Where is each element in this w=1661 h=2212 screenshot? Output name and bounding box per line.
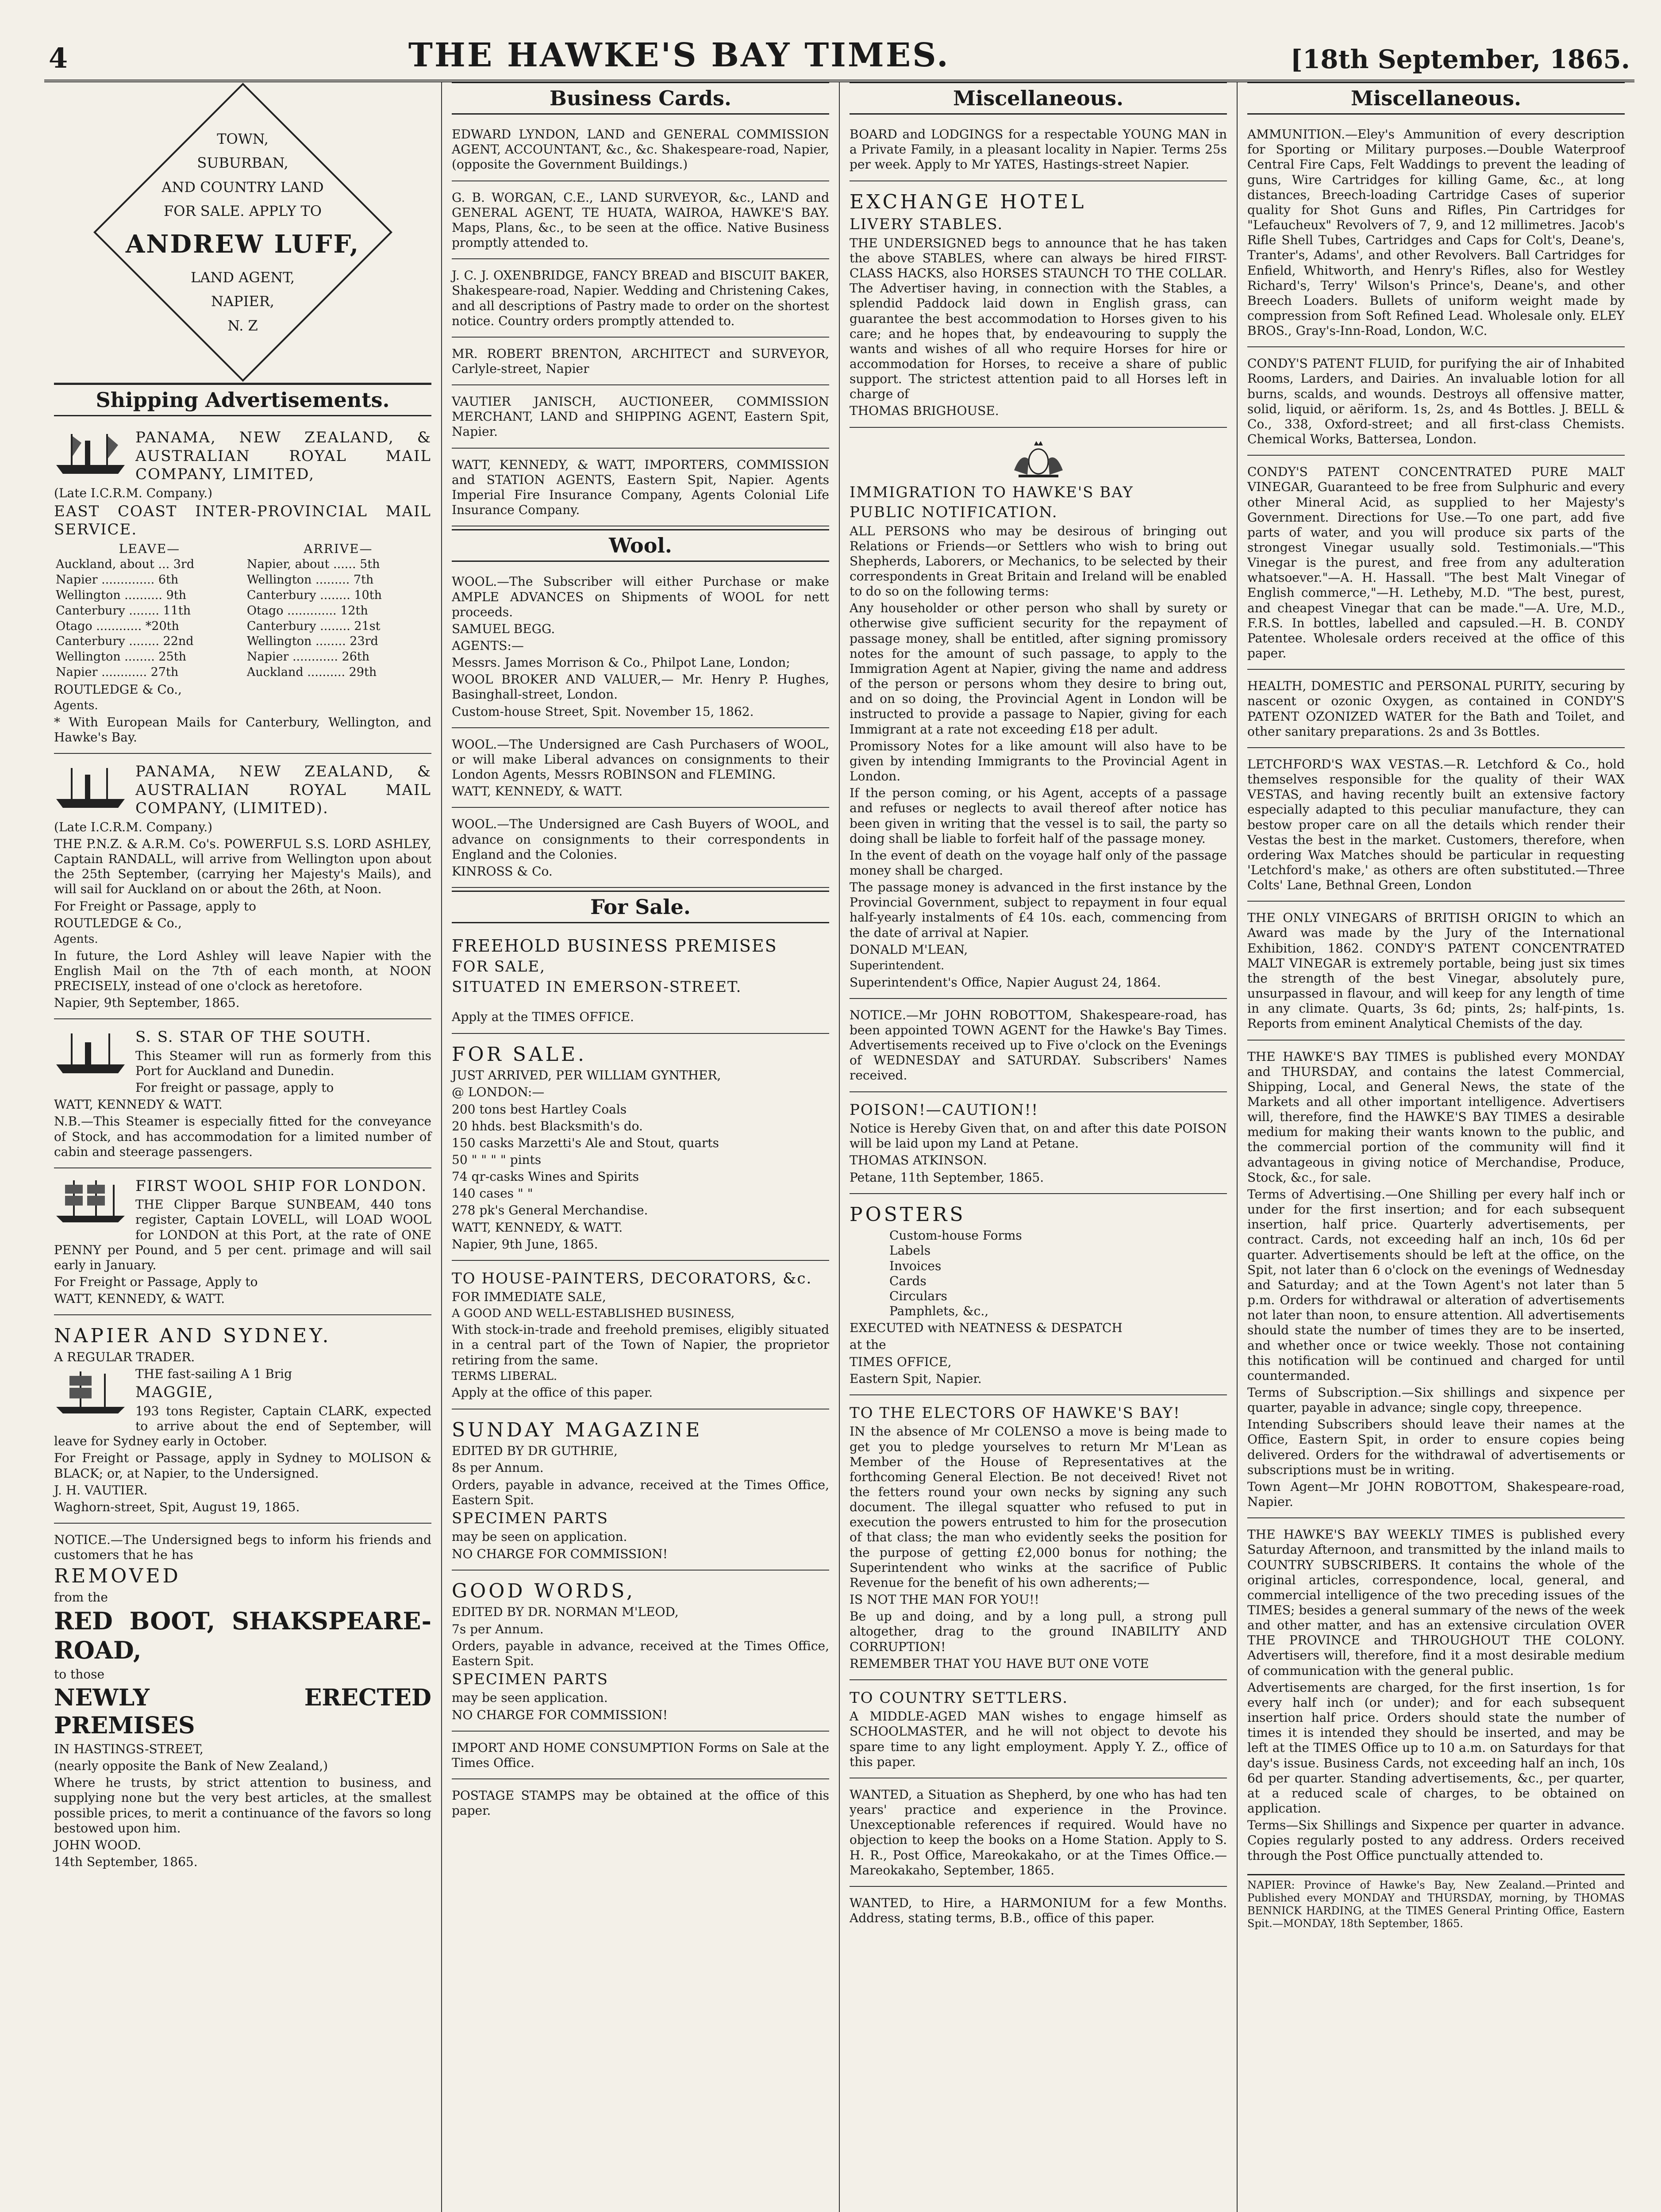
- immigration-p5: In the event of death on the voyage half only of the passage money shall be charged.: [850, 848, 1227, 878]
- town-agent-notice: NOTICE.—Mr JOHN ROBOTTOM, Shakespeare-road, has been appointed TOWN AGENT for the Hawke's Bay Times. Advertisements received up to Five o'clock on the Evenings of WEDNESDAY and SATURDAY. Subscribers' Names received.: [850, 1002, 1227, 1092]
- immigration-p1: ALL PERSONS who may be desirous of bringing out Relations or Friends—or Settlers who wish to bring out Shepherds, Laborers, or Mechanics, to be selected by their correspondents in Great Britain and Ireland will be enabled to do so on the following terms:: [850, 523, 1227, 599]
- arrive-header: ARRIVE—: [304, 541, 373, 556]
- poison-date: Petane, 11th September, 1865.: [850, 1170, 1044, 1185]
- exchange-sub: LIVERY STABLES.: [850, 215, 1004, 234]
- list-item: Circulars: [889, 1288, 947, 1303]
- posters-ad: [850, 1197, 1227, 1395]
- steamship-icon: [54, 430, 129, 478]
- list-item: Pamphlets, &c.,: [889, 1304, 989, 1319]
- goodwords-no-charge: NO CHARGE FOR COMMISSION!: [452, 1707, 668, 1722]
- sydney-freight: For Freight or Passage, apply in Sydney to MOLISON & BLACK; or, at Napier, to the Undersigned.: [54, 1451, 431, 1481]
- immigration-p6: The passage money is advanced in the first instance by the Provincial Government, subject to repayment in four equal half-yearly instalments of £4 10s. each, commencing from the date of arrival at Napier.: [850, 880, 1227, 940]
- sunday-edited: EDITED BY DR GUTHRIE,: [452, 1444, 618, 1459]
- panama-agent: ROUTLEDGE & Co.,: [54, 682, 182, 697]
- panama2-date: Napier, 9th September, 1865.: [54, 995, 240, 1010]
- health-purity-ad: HEALTH, DOMESTIC and PERSONAL PURITY, securing by nascent or ozonic Oxygen, as contained in CONDY'S PATENT OZONIZED WATER for the Bath and Toilet, and other sanitary preparations. 2s and 3s Bottles.: [1247, 672, 1625, 748]
- weekly-p1: THE HAWKE'S BAY WEEKLY TIMES is published every Saturday Afternoon, and transmitted by the inland mails to COUNTRY SUBSCRIBERS. It contains the whole of the original articles, correspondence, local, general, and commercial intelligence of the two preceding issues of the TIMES; besides a general summary of the news of the week and other matter, and has an extensive circulation OVER THE PROVINCE and THROUGHOUT THE COLONY. Advertisers will, therefore, find it a most desirable medium of communication with the general public.: [1247, 1527, 1625, 1678]
- sydney-title: NAPIER AND SYDNEY.: [54, 1325, 331, 1348]
- painters-terms: TERMS LIBERAL.: [452, 1369, 558, 1383]
- list-item: 74 qr-casks Wines and Spirits: [452, 1169, 639, 1184]
- wool1-agent-2: WOOL BROKER AND VALUER,— Mr. Henry P. Hughes, Basinghall-street, London.: [452, 672, 829, 702]
- panama2-freight: For Freight or Passage, apply to: [54, 899, 256, 914]
- steamship-icon: [54, 1029, 129, 1078]
- good-words-ad: [452, 1573, 829, 1732]
- nz-line: N. Z: [227, 317, 258, 334]
- letchford-vestas-ad: LETCHFORD'S WAX VESTAS.—R. Letchford & Co., hold themselves responsible for the quality of their WAX VESTAS, and having recently built an extensive factory especially adapted to this peculiar manufacture, they can bestow proper care on all the details which render their Vestas the best in the market. Customers, therefore, when ordering Wax Matches should be particular in requesting 'Letchford's make,' as others are often substituted.—Three Colts' Lane, Bethnal Green, London: [1247, 751, 1625, 902]
- column-2: [442, 82, 840, 2212]
- electors-title: TO THE ELECTORS OF HAWKE'S BAY!: [850, 1404, 1180, 1422]
- wool3-body: WOOL.—The Undersigned are Cash Buyers of WOOL, and advance on consignments to their correspondents in England and the Colonies.: [452, 817, 829, 862]
- goodwords-edited: EDITED BY DR. NORMAN M'LEOD,: [452, 1605, 679, 1620]
- goodwords-specimen-2: may be seen application.: [452, 1690, 608, 1705]
- forsale-london: @ LONDON:—: [452, 1085, 545, 1100]
- weekly-p2: Advertisements are charged, for the first insertion, 1s for every half inch (or under); and for each subsequent insertion half price. Orders should state the number of times it is intended they should be inserted, and may be left at the TIMES Office up to 10 a.m. on Saturdays for that day's issue. Business Cards, not exceeding half an inch, 10s 6d per quarter. Standing advertisements, &c., per quarter, at a reduced scale of charges, to be obtained on application.: [1247, 1680, 1625, 1816]
- town-line: TOWN,: [217, 131, 269, 148]
- times-p2: Terms of Advertising.—One Shilling per every half inch or under for the first insertion; and for each subsequent insertion, half price. Quarterly advertisements, per contract. Cards, not exceeding half an inch, 10s 6d per quarter. Advertisements should be left at the office, on the Spit, not later than 6 o'clock on the evenings of Wednesday and Saturday; and at the Town Agent's not later than 5 p.m. Orders for withdrawal or alteration of advertisements not later than noon, to ensure attention. All advertisements should state the number of times they are to be inserted, and whether once or twice weekly. Those not containing this notification will be continued and charged for until countermanded.: [1247, 1187, 1625, 1383]
- country-land-line: AND COUNTRY LAND: [161, 178, 324, 196]
- business-card: WATT, KENNEDY, & WATT, IMPORTERS, COMMISSION and STATION AGENTS, Eastern Spit, Napier. Agents Imperial Fire Insurance Company, Agents Colonial Life Insurance Company.: [452, 451, 829, 527]
- sailing-table: [54, 541, 431, 681]
- condy-fluid-ad: CONDY'S PATENT FLUID, for purifying the air of Inhabited Rooms, Larders, and Dairies. An invaluable lotion for all burns, scalds, and wounds. Destroys all offensive matter, solid, liquid, or aëriform. 1s, 2s, and 4s Bottles. J. BELL & Co., 338, Oxford-street; and all first-class Chemists. Chemical Works, Battersea, London.: [1247, 350, 1625, 456]
- removed-lead: NOTICE.—The Undersigned begs to inform his friends and customers that he has: [54, 1532, 431, 1563]
- column-4: [1238, 82, 1634, 2212]
- exchange-hotel-ad: [850, 184, 1227, 428]
- sunday-magazine-ad: [452, 1412, 829, 1571]
- list-item: Cards: [889, 1273, 927, 1288]
- british-vinegars-ad: THE ONLY VINEGARS of BRITISH ORIGIN to which an Award was made by the Jury of the International Exhibition, 1862. CONDY'S PATENT CONCENTRATED MALT VINEGAR is extremely portable, being just six times the strength of the best Vinegar, absolutely pure, unsurpassed in flavour, and will keep for any length of time in any climate. Quarts, 3s 6d; pints, 2s; half-pints, 1s. Reports from eminent Analytical Chemists of the day.: [1247, 904, 1625, 1040]
- posters-at: at the: [850, 1337, 886, 1352]
- agent-name: ANDREW LUFF,: [125, 229, 360, 259]
- postage-stamps-ad: POSTAGE STAMPS may be obtained at the office of this paper.: [452, 1788, 829, 1818]
- painters-line3: A GOOD AND WELL-ESTABLISHED BUSINESS,: [452, 1306, 735, 1320]
- table-row: Napier ............ 27th Auckland .......... 29th: [56, 665, 377, 680]
- settlers-body: A MIDDLE-AGED MAN wishes to engage himself as SCHOOLMASTER, and he will not object to devote his spare time to any light employment. Apply Y. Z., office of this paper.: [850, 1709, 1227, 1769]
- condy-vinegar-ad: CONDY'S PATENT CONCENTRATED PURE MALT VINEGAR, Guaranteed to be free from Sulphuric and every other Mineral Acid, as supplied to her Majesty's Government. Directions for Use.—To one part, add five parts of water, and you will produce six parts of the strongest Vinegar usually sold. Testimonials.—"This Vinegar is the purest, and free from any adulteration whatsoever."—A. H. Hassall. "The best Malt Vinegar of English commerce,"—H. Letheby, M.D. "The best, purest, and cheapest Vinegar that can be made."—A. Ure, M.D., F.R.S. In bottles, labelled and capsuled.—H. B. CONDY Patentee. Wholesale orders received at the office of this paper.: [1247, 458, 1625, 670]
- exchange-title: EXCHANGE HOTEL: [850, 190, 1087, 213]
- woolship-title: FIRST WOOL SHIP FOR LONDON.: [135, 1177, 427, 1195]
- electors-body: IN the absence of Mr COLENSO a move is being made to get you to pledge yourselves to return Mr M'Lean as Member of the House of Representatives at the forthcoming General Election. Be not deceived! Rivet not the fetters round your own necks by signing any such document. The illegal squatter who refused to put in execution the powers entrusted to him for the prosecution of that class; the man who evidently seeks the position for the purpose of getting £2,000 bonus for nothing; the Superintendent who winks at the sacrifice of Public Revenue for the benefit of his own adherents;—: [850, 1424, 1227, 1590]
- steamship-icon: [54, 764, 129, 812]
- forsale-title: FOR SALE.: [452, 1043, 587, 1066]
- table-row: Canterbury ........ 11th Otago ............. 12th: [56, 603, 368, 618]
- freehold-line3: SITUATED IN EMERSON-STREET.: [452, 978, 742, 996]
- panama-agents: Agents.: [54, 699, 98, 713]
- hastings-street: IN HASTINGS-STREET,: [54, 1741, 204, 1756]
- red-boot: RED BOOT, SHAKSPEARE-ROAD,: [54, 1607, 431, 1664]
- weekly-times-terms: [1247, 1521, 1625, 1871]
- issue-date: [18th September, 1865.: [1290, 44, 1630, 75]
- ammunition-ad: AMMUNITION.—Eley's Ammunition of every description for Sporting or Military purposes.—Double Waterproof Central Fire Caps, Felt Waddings to prevent the leading of guns, Wire Cartridges for killing Game, &c., at long distances, Breech-loading Cartridge Cases of superior quality for Shot Guns and Rifles, Pin Cartridges for "Lefaucheux" Revolvers of 7, 9, and 12 millimetres. Jacob's Rifle Shell Tubes, Cartridges and Caps for Colt's, Deane's, Tranter's, Adams', and other Revolvers. Ball Cartridges for Enfield, Whitworth, and Henry's Rifles, also for Westley Richard's, Terry' Wilson's Prince's, Deane's, and other Breech Loaders. Bullets of uniform weight made by compression from Soft Refined Lead. Wholesale only. ELEY BROS., Gray's-Inn-Road, London, W.C.: [1247, 121, 1625, 347]
- woolship-body: THE Clipper Barque SUNBEAM, 440 tons register, Captain LOVELL, will LOAD WOOL for LONDON at this Port, at the rate of ONE PENNY per Pound, and 5 per cent. primage and will sail early in January.: [54, 1197, 431, 1272]
- freehold-apply: Apply at the TIMES OFFICE.: [452, 1010, 634, 1025]
- business-card: EDWARD LYNDON, LAND and GENERAL COMMISSION AGENT, ACCOUNTANT, &c., &c. Shakespeare-road, Napier, (opposite the Government Buildings.): [452, 121, 829, 181]
- table-row: Canterbury ........ 22nd Wellington ........ 23rd: [56, 634, 378, 649]
- poison-sig: THOMAS ATKINSON.: [850, 1153, 987, 1168]
- table-row: Wellington .......... 9th Canterbury ........ 10th: [56, 588, 382, 602]
- forsale-sig: WATT, KENNEDY, & WATT.: [452, 1220, 623, 1235]
- columns: [44, 82, 1634, 2212]
- suburban-line: SUBURBAN,: [197, 154, 288, 172]
- removed-word: REMOVED: [54, 1565, 181, 1588]
- weekly-p3: Terms—Six Shillings and Sixpence per quarter in advance. Copies regularly posted to any address. Orders received through the Post Office punctually attended to.: [1247, 1818, 1625, 1863]
- royal-crest-icon: [1010, 439, 1067, 479]
- for-sale-ad: [452, 1037, 829, 1261]
- table-row: Wellington ........ 25th Napier ............ 26th: [56, 650, 370, 664]
- sydney-body1: THE fast-sailing A 1 Brig: [135, 1367, 292, 1382]
- poison-body: Notice is Hereby Given that, on and after this date POISON will be laid upon my Land at Petane.: [850, 1121, 1227, 1151]
- leave-header: LEAVE—: [119, 541, 181, 556]
- woolship-agent: WATT, KENNEDY, & WATT.: [54, 1291, 225, 1306]
- sydney-sub: A REGULAR TRADER.: [54, 1350, 195, 1365]
- star-freight: For freight or passage, apply to: [135, 1080, 334, 1095]
- poison-title: POISON!—CAUTION!!: [850, 1101, 1039, 1119]
- freehold-title: FREEHOLD BUSINESS PREMISES: [452, 936, 777, 956]
- removed-date: 14th September, 1865.: [54, 1854, 198, 1869]
- woolship-freight: For Freight or Passage, Apply to: [54, 1275, 258, 1290]
- sunday-title: SUNDAY MAGAZINE: [452, 1418, 703, 1441]
- star-nb: N.B.—This Steamer is especially fitted for the conveyance of Stock, and has accommodation for a limited number of cabin and steerage passengers.: [54, 1114, 431, 1159]
- star-south-ad: [54, 1022, 431, 1168]
- panama-service: EAST COAST INTER-PROVINCIAL MAIL SERVICE.: [54, 502, 431, 539]
- goodwords-specimen: SPECIMEN PARTS: [452, 1671, 608, 1689]
- panama2-sub: (Late I.C.R.M. Company.): [54, 819, 213, 834]
- electors-body2: Be up and doing, and by a long pull, a strong pull altogether, drag to the ground INABILITY AND CORRUPTION!: [850, 1609, 1227, 1654]
- forsale-arrived: JUST ARRIVED, PER WILLIAM GYNTHER,: [452, 1068, 721, 1083]
- removed-sig: JOHN WOOD.: [54, 1837, 142, 1852]
- times-p5: Town Agent—Mr JOHN ROBOTTOM, Shakespeare-road, Napier.: [1247, 1479, 1625, 1509]
- list-item: 20 hhds. best Blacksmith's do.: [452, 1118, 643, 1133]
- goodwords-title: GOOD WORDS,: [452, 1579, 635, 1602]
- posters-exec: EXECUTED with NEATNESS & DESPATCH: [850, 1321, 1123, 1336]
- panama2-agents: Agents.: [54, 932, 98, 946]
- panama2-agent: ROUTLEDGE & Co.,: [54, 915, 182, 930]
- painters-title: TO HOUSE-PAINTERS, DECORATORS, &c.: [452, 1269, 812, 1287]
- freehold-ad: [452, 929, 829, 1033]
- for-sale-line: FOR SALE. APPLY TO: [164, 203, 322, 220]
- electors-not-man: IS NOT THE MAN FOR YOU!!: [850, 1592, 1039, 1607]
- list-item: 278 pk's General Merchandise.: [452, 1203, 648, 1218]
- miscellaneous-heading: Miscellaneous.: [850, 82, 1227, 115]
- exchange-body: THE UNDERSIGNED begs to announce that he has taken the above STABLES, where can always be hired FIRST-CLASS HACKS, also HORSES STAUNCH TO THE COLLAR. The Advertiser having, in connection with the Stables, a splendid Paddock laid down in English grass, can guarantee the best accommodation to Horses given to his care; and he hopes that, by endeavouring to supply the wants and wishes of all who require Horses for hire or accommodation for Horses, to receive a share of public support. The strictest attention paid to all Horses left in charge of: [850, 235, 1227, 402]
- sydney-ship: MAGGIE,: [135, 1383, 214, 1402]
- shipping-heading: Shipping Advertisements.: [54, 384, 431, 416]
- sunday-specimen-2: may be seen on application.: [452, 1529, 627, 1544]
- goodwords-price: 7s per Annum.: [452, 1621, 544, 1636]
- posters-addr: Eastern Spit, Napier.: [850, 1371, 982, 1386]
- sailing-ship-icon: [54, 1369, 129, 1418]
- painters-apply: Apply at the office of this paper.: [452, 1385, 653, 1400]
- star-body: This Steamer will run as formerly from this Port for Auckland and Dunedin.: [135, 1048, 431, 1078]
- poison-caution: [850, 1095, 1227, 1194]
- electors-notice: [850, 1398, 1227, 1680]
- business-card: G. B. WORGAN, C.E., LAND SURVEYOR, &c., LAND and GENERAL AGENT, TE HUATA, WAIROA, HAWKE'S BAY. Maps, Plans, &c., to be seen at the office. Native Business promptly attended to.: [452, 184, 829, 260]
- sydney-sig: J. H. VAUTIER.: [54, 1482, 148, 1498]
- immigration-title: IMMIGRATION TO HAWKE'S BAY: [850, 483, 1134, 501]
- electors-remember: REMEMBER THAT YOU HAVE BUT ONE VOTE: [850, 1656, 1149, 1671]
- freehold-line2: FOR SALE,: [452, 958, 546, 976]
- wool-kinross-ad: [452, 810, 829, 888]
- lord-ashley-ad: [54, 757, 431, 1019]
- removed-body: Where he trusts, by strict attention to business, and supplying none but the very best articles, at the smallest possible prices, to merit a continuance of the favors so long bestowed upon him.: [54, 1775, 431, 1836]
- land-agent-ad: [54, 82, 431, 384]
- wool-begg-ad: [452, 568, 829, 728]
- wanted-shepherd-ad: WANTED, a Situation as Shepherd, by one who has had ten years' practice and experience in the Province. Unexceptionable references if required. Would have no objection to keep the books on a Home Station. Apply to S. H. R., Post Office, Mareokakaho, or at the Times Office.—Mareokakaho, September, 1865.: [850, 1781, 1227, 1887]
- newspaper-title: THE HAWKE'S BAY TIMES.: [408, 36, 950, 74]
- wool-ship-ad: [54, 1171, 431, 1316]
- panama2-title: PANAMA, NEW ZEALAND, & AUSTRALIAN ROYAL MAIL COMPANY, (LIMITED).: [135, 763, 431, 818]
- imprint: NAPIER: Province of Hawke's Bay, New Zealand.—Printed and Published every MONDAY and THURSDAY, morning, by THOMAS BENNICK HARDING, at the TIMES General Printing Office, Eastern Spit.—MONDAY, 18th September, 1865.: [1247, 1874, 1625, 1931]
- sunday-no-charge: NO CHARGE FOR COMMISSION!: [452, 1546, 668, 1561]
- land-agent-line: LAND AGENT,: [190, 269, 295, 286]
- business-card: J. C. J. OXENBRIDGE, FANCY BREAD and BISCUIT BAKER, Shakespeare-road, Napier. Wedding and Christening Cakes, and all descriptions of Pastry made to order on the shortest notice. Country orders promptly attended to.: [452, 262, 829, 338]
- panama-mail-ad: [54, 422, 431, 754]
- masthead: [44, 31, 1634, 82]
- napier-sydney-ad: [54, 1318, 431, 1524]
- new-premises: NEWLY ERECTED PREMISES: [54, 1684, 431, 1740]
- wool1-sig: SAMUEL BEGG.: [452, 621, 555, 636]
- wanted-harmonium-ad: WANTED, to Hire, a HARMONIUM for a few Months. Address, stating terms, B.B., office of this paper.: [850, 1895, 1227, 1926]
- sunday-orders: Orders, payable in advance, received at the Times Office, Eastern Spit.: [452, 1477, 829, 1507]
- business-cards-heading: Business Cards.: [452, 82, 829, 115]
- panama-note: * With European Mails for Canterbury, Wellington, and Hawke's Bay.: [54, 715, 431, 745]
- immigration-p4: If the person coming, or his Agent, accepts of a passage and refuses or neglects to avail thereof after notice has been given in writing that the vessel is to sail, the party so doing shall be liable to forfeit half of the passage money.: [850, 786, 1227, 846]
- immigration-office: Superintendent's Office, Napier August 24, 1864.: [850, 975, 1161, 990]
- column-1: [44, 82, 442, 2212]
- business-card: MR. ROBERT BRENTON, ARCHITECT and SURVEYOR, Carlyle-street, Napier: [452, 340, 829, 385]
- list-item: Custom-house Forms: [889, 1228, 1022, 1243]
- wool1-agents-label: AGENTS:—: [452, 638, 524, 653]
- panama-sub: (Late I.C.R.M. Company.): [54, 485, 213, 500]
- settlers-title: TO COUNTRY SETTLERS.: [850, 1689, 1069, 1707]
- board-lodgings-ad: BOARD and LODGINGS for a respectable YOUNG MAN in a Private Family, in a pleasant locality in Napier. Terms 25s per week. Apply to Mr YATES, Hastings-street Napier.: [850, 121, 1227, 181]
- list-item: 50 " " " " pints: [452, 1152, 542, 1167]
- forsale-date: Napier, 9th June, 1865.: [452, 1237, 598, 1252]
- removal-notice: [54, 1526, 431, 1878]
- napier-line: NAPIER,: [211, 293, 274, 310]
- import-forms-ad: IMPORT AND HOME CONSUMPTION Forms on Sale at the Times Office.: [452, 1734, 829, 1779]
- times-p1: THE HAWKE'S BAY TIMES is published every MONDAY and THURSDAY, and contains the latest Commercial, Shipping, Local, and General News, the state of the Markets and all other important intelligence. Advertisers will, therefore, find the HAWKE'S BAY TIMES a desirable medium for making their wants known to the public, and the commercial portion of the community will find it advantageous in giving notice of Merchandise, Produce, Stock, &c., for sale.: [1247, 1049, 1625, 1185]
- immigration-p2: Any householder or other person who shall by surety or otherwise give sufficient security for the repayment of passage money, shall be entitled, after signing promissory notes for the amount of such passage, to apply to the Immigration Agent at Napier, giving the name and address of the person or persons whom they desire to bring out, and on so doing, the Provincial Agent in London will be instructed to provide a passage to Napier, giving for each Immigrant at a rate not exceeding £18 per adult.: [850, 601, 1227, 737]
- list-item: Labels: [889, 1243, 931, 1258]
- list-item: Invoices: [889, 1258, 942, 1273]
- painters-body: With stock-in-trade and freehold premises, eligibly situated in a central part of the Town of Napier, the proprietor retiring from the same.: [452, 1322, 829, 1367]
- immigration-sub: PUBLIC NOTIFICATION.: [850, 503, 1058, 522]
- column-3: [840, 82, 1238, 2212]
- immigration-notice: [850, 430, 1227, 999]
- times-terms: [1247, 1043, 1625, 1519]
- wool3-sig: KINROSS & Co.: [452, 864, 553, 879]
- times-p4: Intending Subscribers should leave their names at the Office, Eastern Spit, in order to ensure copies being delivered. Orders for the withdrawal of advertisements or subscriptions must be in writing.: [1247, 1417, 1625, 1477]
- page-number: 4: [49, 42, 68, 75]
- opposite-bank: (nearly opposite the Bank of New Zealand,): [54, 1759, 328, 1774]
- wool1-agent-1: Messrs. James Morrison & Co., Philpot Lane, London;: [452, 655, 790, 670]
- sailing-ship-icon: [54, 1178, 129, 1227]
- removed-from: from the: [54, 1590, 108, 1605]
- exchange-sig: THOMAS BRIGHOUSE.: [850, 403, 999, 419]
- table-row: Napier .............. 6th Wellington ......... 7th: [56, 572, 374, 587]
- wool2-body: WOOL.—The Undersigned are Cash Purchasers of WOOL, or will make Liberal advances on consignments to their London Agents, Messrs ROBINSON and FLEMING.: [452, 737, 829, 782]
- goodwords-orders: Orders, payable in advance, received at the Times Office, Eastern Spit.: [452, 1638, 829, 1668]
- panama2-note: In future, the Lord Ashley will leave Napier with the English Mail on the 7th of each month, at NOON PRECISELY, instead of one o'clock as heretofore.: [54, 948, 431, 993]
- list-item: 140 cases " ": [452, 1186, 533, 1201]
- immigration-p3: Promissory Notes for a like amount will also have to be given by intending Immigrants to the Provincial Agent in London.: [850, 738, 1227, 784]
- wool2-sig: WATT, KENNEDY, & WATT.: [452, 784, 623, 799]
- removed-to: to those: [54, 1667, 105, 1682]
- list-item: 150 casks Marzetti's Ale and Stout, quarts: [452, 1135, 719, 1150]
- immigration-sig: DONALD M'LEAN,: [850, 942, 968, 957]
- list-item: 200 tons best Hartley Coals: [452, 1102, 627, 1117]
- miscellaneous-heading-2: Miscellaneous.: [1247, 82, 1625, 115]
- sunday-specimen: SPECIMEN PARTS: [452, 1509, 608, 1527]
- business-card: VAUTIER JANISCH, AUCTIONEER, COMMISSION MERCHANT, LAND and SHIPPING AGENT, Eastern Spit, Napier.: [452, 388, 829, 448]
- table-row: Otago ............ *20th Canterbury ........ 21st: [56, 619, 381, 633]
- panama2-body: THE P.N.Z. & A.R.M. Co's. POWERFUL S.S. LORD ASHLEY, Captain RANDALL, will arrive from Wellington upon about the 25th September, (carrying her Majesty's Mails), and will sail for Auckland on or about the 26th, at Noon.: [54, 837, 431, 897]
- wool-heading: Wool.: [452, 529, 829, 562]
- sydney-body2: 193 tons Register, Captain CLARK, expected to arrive about the end of September, will leave for Sydney early in October.: [54, 1403, 431, 1449]
- times-p3: Terms of Subscription.—Six shillings and sixpence per quarter, payable in advance; single copy, threepence.: [1247, 1385, 1625, 1415]
- for-sale-heading: For Sale.: [452, 891, 829, 923]
- sunday-price: 8s per Annum.: [452, 1460, 544, 1475]
- sydney-addr: Waghorn-street, Spit, August 19, 1865.: [54, 1499, 300, 1514]
- star-title: S. S. STAR OF THE SOUTH.: [135, 1028, 372, 1046]
- country-settlers-ad: [850, 1683, 1227, 1778]
- star-agent: WATT, KENNEDY & WATT.: [54, 1097, 223, 1112]
- immigration-sig2: Superintendent.: [850, 959, 945, 972]
- painters-line2: FOR IMMEDIATE SALE,: [452, 1290, 606, 1305]
- posters-office: TIMES OFFICE,: [850, 1354, 952, 1369]
- posters-title: POSTERS: [850, 1203, 966, 1226]
- wool1-body: WOOL.—The Subscriber will either Purchase or make AMPLE ADVANCES on Shipments of WOOL for nett proceeds.: [452, 574, 829, 619]
- wool1-address: Custom-house Street, Spit. November 15, 1862.: [452, 704, 754, 719]
- panama-title: PANAMA, NEW ZEALAND, & AUSTRALIAN ROYAL MAIL COMPANY, LIMITED,: [135, 429, 431, 484]
- wool-watt-ad: [452, 731, 829, 808]
- table-row: Auckland, about ... 3rd Napier, about ...... 5th: [56, 557, 380, 571]
- painters-ad: [452, 1263, 829, 1409]
